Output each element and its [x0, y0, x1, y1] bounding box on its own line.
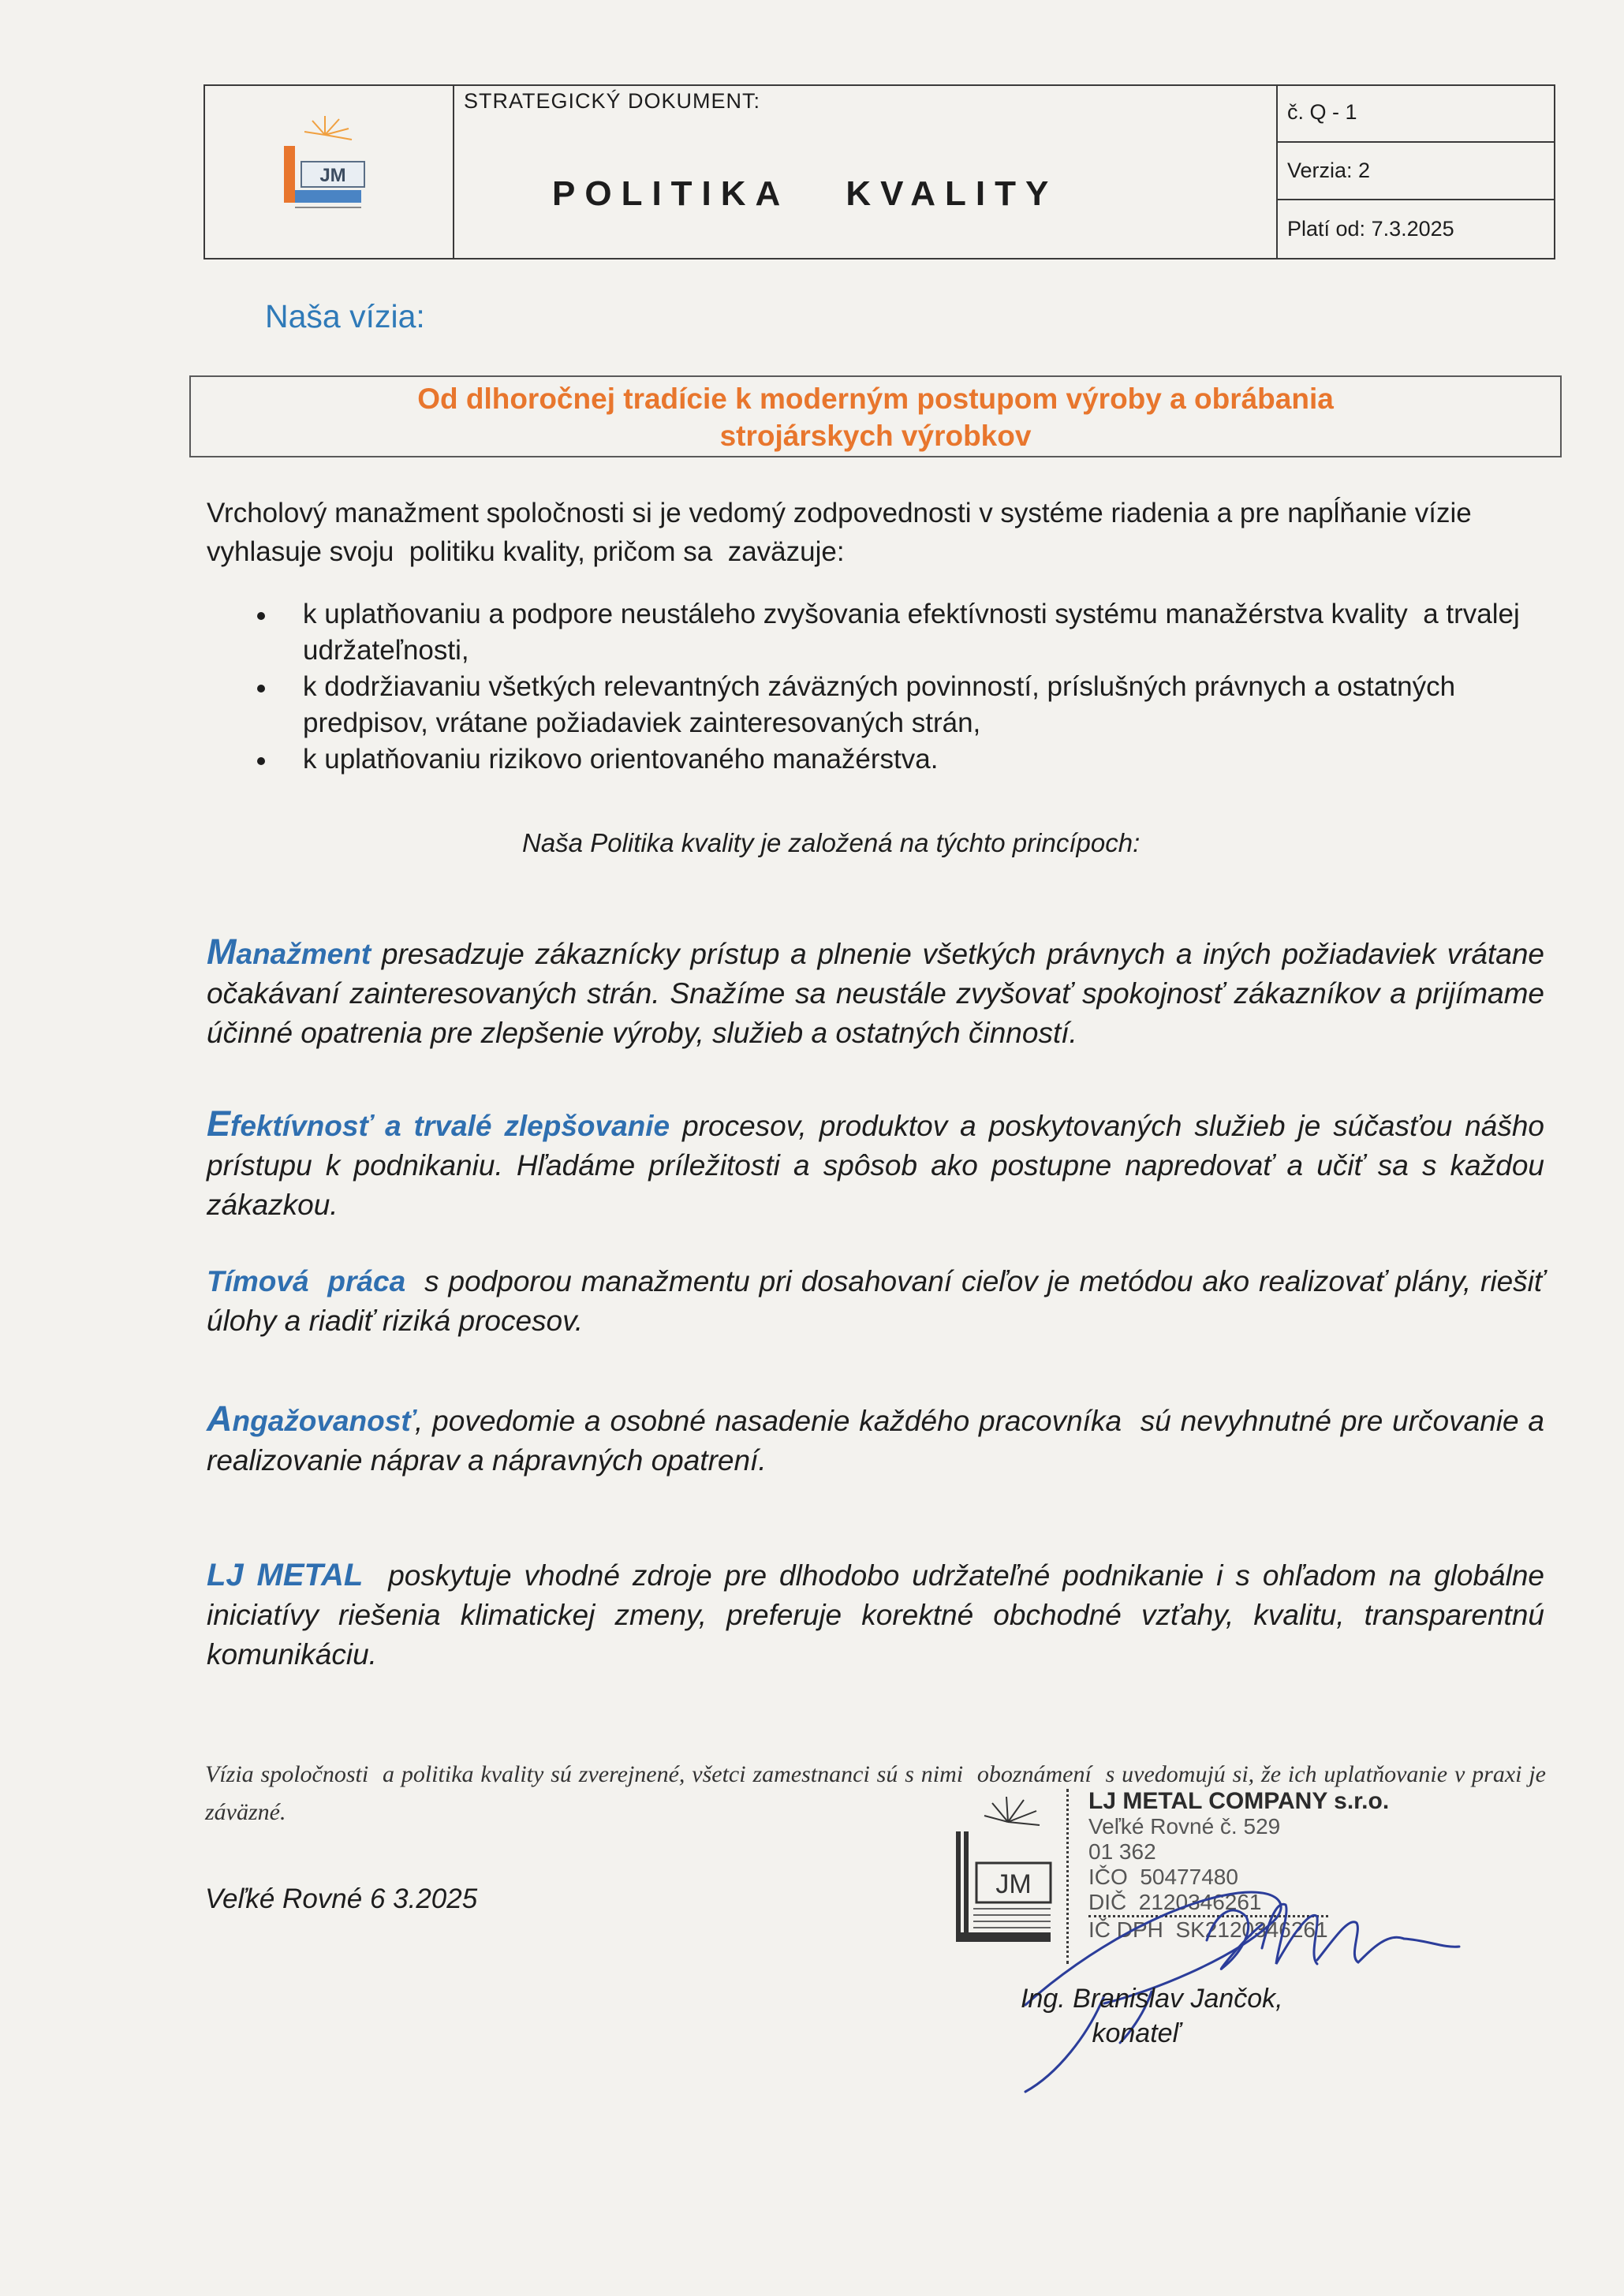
- stamp-dic: DIČ 2120346261: [1088, 1890, 1262, 1914]
- principle-lead: Tímová práca: [207, 1265, 406, 1297]
- header-table: [203, 84, 1555, 259]
- stamp-ico: IČO 50477480: [1088, 1865, 1238, 1889]
- header-row-divider: [1278, 141, 1554, 143]
- document-number: č. Q - 1: [1287, 100, 1357, 124]
- handwritten-signature: [978, 1830, 1467, 2098]
- principle-engagement: [207, 1398, 1553, 1480]
- principle-text: presadzuje zákaznícky prístup a plnenie všetkých právnych a iných požiadaviek vrátane očakávaní zainteresovaných strán. Snažíme sa neustále zvyšovať spokojnosť zákazníkov a prijímame účinné opatrenia pre zlepšenie výroby, služieb a ostatných činností.: [207, 938, 1544, 1049]
- document-type: STRATEGICKÝ DOKUMENT:: [464, 89, 761, 113]
- list-item: k dodržiavaniu všetkých relevantných záväzných povinností, príslušných právnych a ostatných predpisov, vrátane požiadaviek zainteresovaných strán,: [207, 669, 1547, 741]
- principle-lj-metal: [207, 1555, 1553, 1674]
- place-date: Veľké Rovné 6 3.2025: [205, 1883, 478, 1914]
- principle-lead: Manažment: [207, 931, 371, 972]
- principle-teamwork: [207, 1262, 1553, 1341]
- principle-text: procesov, produktov a poskytovaných služieb je súčasťou nášho prístupu k podnikaniu. Hľadáme príležitosti a spôsob ako postupne napredovať a učiť sa s každou zákazkou.: [207, 1110, 1544, 1221]
- footer-note: Vízia spoločnosti a politika kvality sú zverejnené, všetci zamestnanci sú s nimi oboznámení s uvedomujú si, že ich uplatňovanie v praxi je záväzné.: [205, 1761, 1552, 1825]
- header-divider: [1276, 86, 1278, 258]
- principles-intro: Naša Politika kvality je založená na týchto princípoch:: [522, 828, 1141, 857]
- signer-name: Ing. Branislav Jančok,: [1021, 1984, 1283, 2014]
- stamp-icdph: IČ DPH SK2120346261: [1088, 1915, 1328, 1943]
- stamp-street: Veľké Rovné č. 529: [1088, 1814, 1281, 1839]
- vision-line-2: strojárskych výrobkov: [719, 420, 1032, 452]
- principle-lead: Efektívnosť a trvalé zlepšovanie: [207, 1103, 670, 1144]
- commitments-list: [207, 596, 1547, 778]
- vision-label: Naša vízia:: [265, 298, 425, 334]
- list-item: k uplatňovaniu rizikovo orientovaného manažérstva.: [207, 741, 1547, 778]
- signer-role: konateľ: [1092, 2018, 1181, 2048]
- company-logo: [278, 111, 372, 214]
- valid-from: Platí od: 7.3.2025: [1287, 217, 1454, 241]
- list-item: k uplatňovaniu a podpore neustáleho zvyšovania efektívnosti systému manažérstva kvality a trvalej udržateľnosti,: [207, 596, 1547, 669]
- principle-lead: LJ METAL: [207, 1558, 364, 1592]
- principle-management: [207, 932, 1544, 1053]
- signer: [1021, 1981, 1283, 2051]
- vision-line-1: Od dlhoročnej tradície k moderným postupom výroby a obrábania: [417, 383, 1334, 415]
- principle-text: , povedomie a osobné nasadenie každého pracovníka sú nevyhnutné pre určovanie a realizovanie náprav a nápravných opatrení.: [207, 1405, 1553, 1477]
- principle-text: s podporou manažmentu pri dosahovaní cieľov je metódou ako realizovať plány, riešiť úlohy a riadiť riziká procesov.: [207, 1265, 1553, 1337]
- header-row-divider: [1278, 199, 1554, 200]
- stamp-zip: 01 362: [1088, 1839, 1156, 1864]
- document-title: POLITIKA KVALITY: [552, 174, 1058, 213]
- vision-statement: [189, 375, 1562, 457]
- svg-text:JM: JM: [319, 165, 346, 186]
- principle-text: poskytuje vhodné zdroje pre dlhodobo udržateľné podnikanie i s ohľadom na globálne iniciatívy riešenia klimatickej zmeny, preferuje korektné obchodné vzťahy, kvalitu, transparentnú komunikáciu.: [207, 1559, 1553, 1671]
- stamp-company: LJ METAL COMPANY s.r.o.: [1088, 1788, 1390, 1814]
- header-divider: [453, 86, 454, 258]
- document-version: Verzia: 2: [1287, 159, 1371, 182]
- svg-text:JM: JM: [995, 1869, 1032, 1899]
- intro-paragraph: Vrcholový manažment spoločnosti si je vedomý zodpovednosti v systéme riadenia a pre napĺňanie vízie vyhlasuje svoju politiku kvality, pričom sa zaväzuje:: [207, 498, 1480, 567]
- principle-lead: Angažovanosť: [207, 1398, 416, 1439]
- principle-efficiency: [207, 1104, 1544, 1225]
